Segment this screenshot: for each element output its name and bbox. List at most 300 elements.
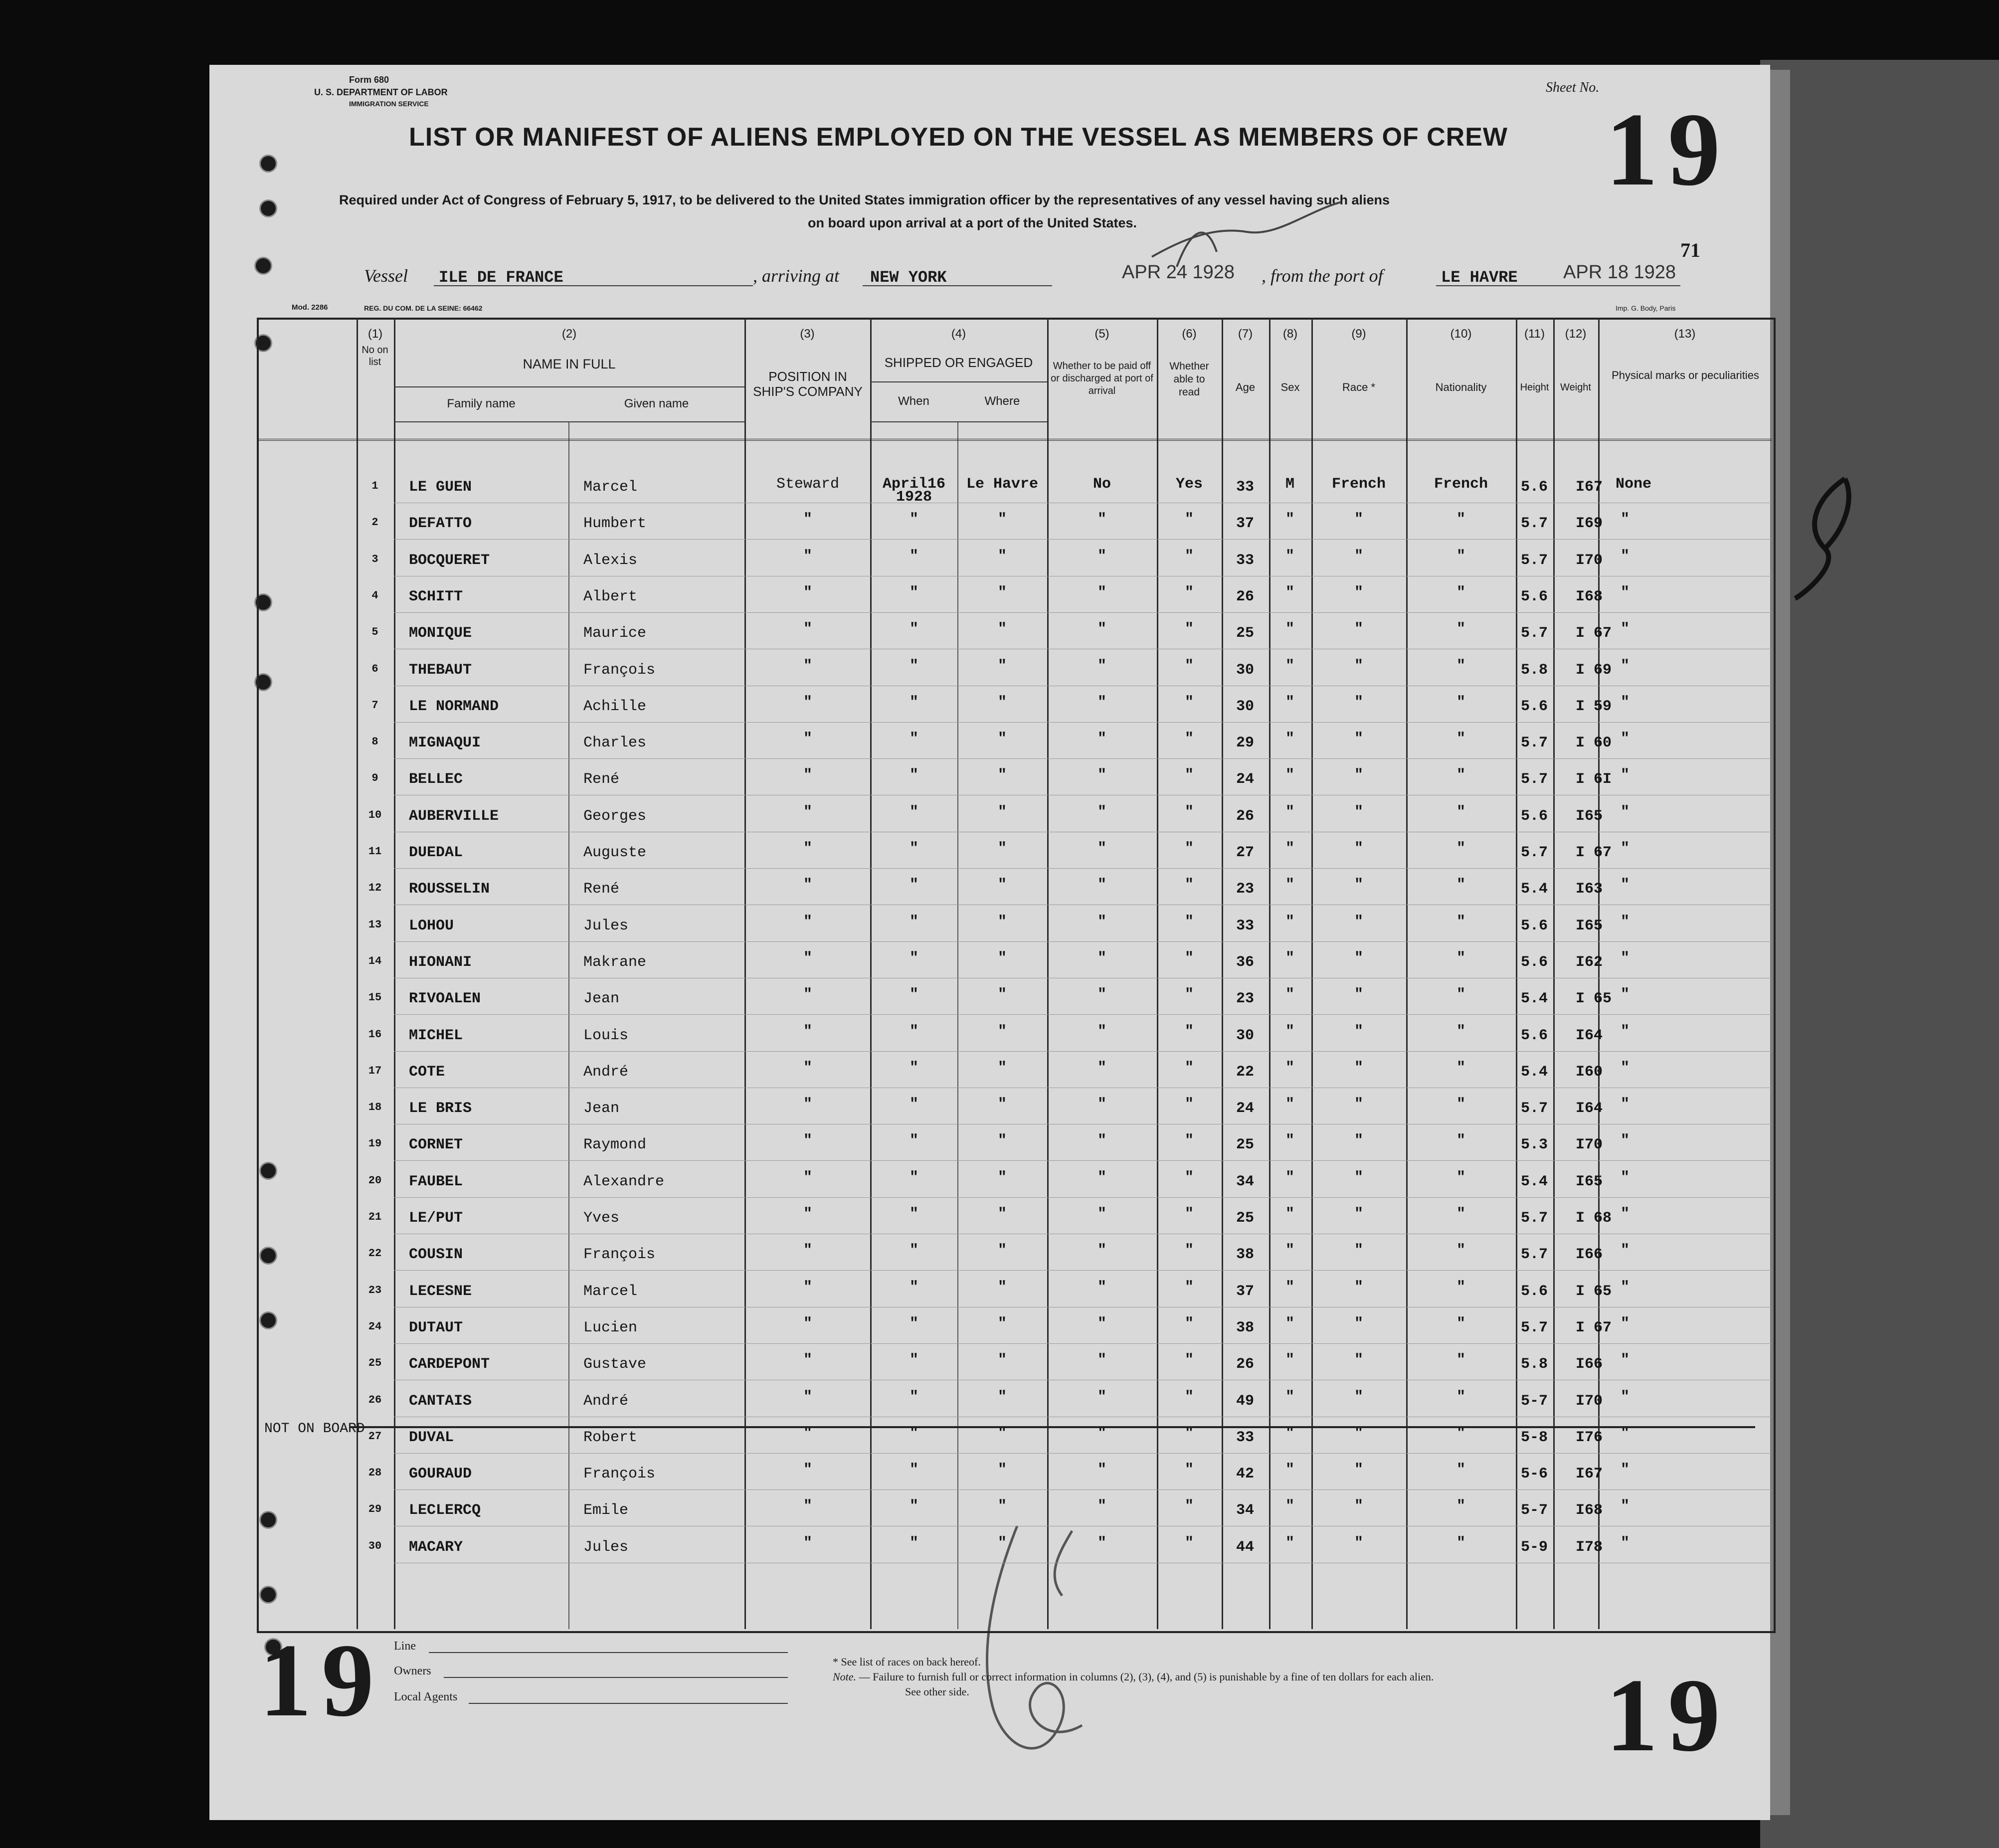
row-number: 19: [368, 1137, 382, 1150]
row-number: 16: [368, 1028, 382, 1041]
position-ditto: ": [803, 584, 813, 601]
weight: I66: [1576, 1246, 1603, 1264]
shipped-where-ditto: ": [997, 1169, 1007, 1186]
sex-ditto: ": [1285, 1169, 1295, 1186]
shipped-where-ditto: ": [997, 621, 1007, 638]
race-ditto: ": [1354, 511, 1364, 529]
paid-off: No: [1092, 476, 1111, 493]
given-name: Raymond: [583, 1136, 647, 1154]
nationality-ditto: ": [1456, 767, 1466, 784]
sex-ditto: ": [1285, 1023, 1295, 1040]
shipped-when-ditto: ": [909, 986, 919, 1004]
race-ditto: ": [1354, 1534, 1364, 1552]
family-name: FAUBEL: [409, 1173, 463, 1190]
given-name: Maurice: [583, 625, 647, 642]
age: 26: [1236, 807, 1255, 825]
paid-off-ditto: ": [1097, 949, 1107, 967]
family-name: MACARY: [409, 1538, 463, 1556]
shipped-where-ditto: ": [997, 657, 1007, 675]
height: 5.6: [1520, 953, 1548, 971]
race-ditto: ": [1354, 803, 1364, 821]
shipped-when-ditto: ": [909, 1096, 919, 1113]
age: 30: [1236, 661, 1255, 679]
col1-number: (1): [367, 327, 383, 341]
physical-marks-ditto: ": [1621, 1023, 1630, 1040]
family-name: MIGNAQUI: [409, 735, 481, 752]
height: 5.6: [1520, 588, 1548, 605]
sex-ditto: ": [1285, 1388, 1295, 1406]
given-name: Yves: [583, 1210, 620, 1227]
shipped-where-ditto: ": [997, 767, 1007, 784]
shipped-when-ditto: ": [909, 840, 919, 857]
punch-hole: [254, 257, 272, 275]
height: 5.3: [1520, 1136, 1548, 1154]
physical-marks-ditto: ": [1621, 1206, 1630, 1223]
row-number: 20: [368, 1174, 382, 1187]
family-name: CANTAIS: [409, 1392, 472, 1410]
physical-marks-ditto: ": [1621, 657, 1630, 675]
col1-header: No on list: [362, 345, 388, 368]
age: 33: [1236, 1429, 1255, 1446]
row-number: 10: [368, 808, 382, 821]
age: 25: [1236, 625, 1255, 642]
paid-off-ditto: ": [1097, 1096, 1107, 1113]
not-on-board-remark: NOT ON BOARD: [264, 1421, 365, 1437]
able-to-read: Yes: [1175, 476, 1203, 493]
shipped-where-ditto: ": [997, 1388, 1007, 1406]
given-name: Louis: [583, 1027, 629, 1044]
sheet-label: Sheet No.: [1546, 80, 1600, 95]
paid-off-ditto: ": [1097, 621, 1107, 638]
age: 34: [1236, 1173, 1255, 1190]
able-to-read-ditto: ": [1184, 840, 1194, 857]
race-ditto: ": [1354, 1498, 1364, 1515]
family-name: MONIQUE: [409, 625, 472, 642]
position-ditto: ": [803, 913, 813, 930]
from-port-label: , from the port of: [1262, 266, 1383, 286]
row-rule: [394, 722, 1772, 723]
family-name: DUTAUT: [409, 1319, 463, 1336]
arrival-date-stamp: APR 24 1928: [1122, 262, 1235, 283]
position-ditto: ": [803, 1425, 813, 1442]
nationality-ditto: ": [1456, 1388, 1466, 1406]
given-name: Georges: [583, 807, 647, 825]
physical-marks-ditto: ": [1621, 1242, 1630, 1260]
weight: I63: [1576, 881, 1603, 898]
able-to-read-ditto: ": [1184, 1132, 1194, 1150]
race-ditto: ": [1354, 731, 1364, 748]
shipped-when-ditto: ": [909, 1132, 919, 1150]
sex-ditto: ": [1285, 511, 1295, 529]
able-to-read-ditto: ": [1184, 1242, 1194, 1260]
shipped-when-ditto: ": [909, 1023, 919, 1040]
given-name: Charles: [583, 735, 647, 752]
able-to-read-ditto: ": [1184, 986, 1194, 1004]
shipped-when-ditto: ": [909, 1059, 919, 1077]
height: 5.4: [1520, 881, 1548, 898]
physical-marks-ditto: ": [1621, 1462, 1630, 1479]
col11-number: (11): [1524, 327, 1545, 341]
shipped-when-ditto: ": [909, 694, 919, 711]
row-number: 30: [368, 1539, 382, 1552]
departure-date-stamp: APR 18 1928: [1563, 262, 1676, 283]
row-number: 27: [368, 1430, 382, 1443]
sheet-number-top: 19: [1606, 92, 1730, 207]
weight: I69: [1576, 515, 1603, 533]
physical-marks-ditto: ": [1621, 1169, 1630, 1186]
shipped-when-ditto: ": [909, 1315, 919, 1332]
physical-marks-ditto: ": [1621, 1279, 1630, 1296]
paid-off-ditto: ": [1097, 1132, 1107, 1150]
age: 34: [1236, 1502, 1255, 1519]
shipped-when-ditto: ": [909, 621, 919, 638]
weight: I67: [1576, 479, 1603, 496]
able-to-read-ditto: ": [1184, 913, 1194, 930]
col3-header: POSITION IN SHIP'S COMPANY: [753, 369, 863, 399]
row-number: 6: [371, 662, 378, 675]
position-ditto: ": [803, 949, 813, 967]
height: 5.8: [1520, 1356, 1548, 1373]
col4-when-header: When: [898, 394, 929, 408]
shipped-when-ditto: ": [909, 949, 919, 967]
able-to-read-ditto: ": [1184, 949, 1194, 967]
sex-ditto: ": [1285, 1498, 1295, 1515]
row-number: 28: [368, 1467, 382, 1479]
paid-off-ditto: ": [1097, 1023, 1107, 1040]
shipped-where: Le Havre: [966, 476, 1039, 493]
physical-marks-ditto: ": [1621, 986, 1630, 1004]
race-ditto: ": [1354, 1096, 1364, 1113]
shipped-where-ditto: ": [997, 1425, 1007, 1442]
weight: I 65: [1576, 990, 1612, 1008]
age: 33: [1236, 479, 1255, 496]
shipped-where-ditto: ": [997, 1059, 1007, 1077]
given-name: François: [583, 661, 656, 679]
able-to-read-ditto: ": [1184, 1279, 1194, 1296]
given-name: André: [583, 1063, 629, 1081]
given-name: Marcel: [583, 1283, 638, 1300]
height: 5.7: [1520, 625, 1548, 642]
position-ditto: ": [803, 1206, 813, 1223]
given-name: Alexis: [583, 552, 638, 569]
weight: I60: [1576, 1063, 1603, 1081]
registry-number: REG. DU COM. DE LA SEINE: 66462: [364, 304, 483, 312]
sex-ditto: ": [1285, 1059, 1295, 1077]
height: 5.4: [1520, 1063, 1548, 1081]
given-name: Jules: [583, 1538, 629, 1556]
physical-marks-ditto: ": [1621, 731, 1630, 748]
shipped-where-ditto: ": [997, 1534, 1007, 1552]
family-name: MICHEL: [409, 1027, 463, 1044]
row-number: 18: [368, 1101, 382, 1114]
shipped-where-ditto: ": [997, 913, 1007, 930]
physical-marks: None: [1616, 476, 1652, 493]
height: 5.4: [1520, 990, 1548, 1008]
service-label: IMMIGRATION SERVICE: [349, 100, 429, 108]
height: 5.7: [1520, 515, 1548, 533]
weight: I 59: [1576, 698, 1612, 715]
family-name: LE NORMAND: [409, 698, 499, 715]
note-word: Note.: [833, 1670, 857, 1683]
family-name: LE BRIS: [409, 1100, 472, 1117]
row-number: 25: [368, 1357, 382, 1370]
department-label: U. S. DEPARTMENT OF LABOR: [314, 87, 448, 97]
height: 5.7: [1520, 735, 1548, 752]
race-ditto: ": [1354, 584, 1364, 601]
col12-header: Weight: [1560, 382, 1591, 393]
family-name: LECLERCQ: [409, 1502, 481, 1519]
given-name: Makrane: [583, 953, 647, 971]
nationality-ditto: ": [1456, 584, 1466, 601]
row-number: 11: [368, 845, 382, 858]
shipped-when-ditto: ": [909, 584, 919, 601]
sex-ditto: ": [1285, 1096, 1295, 1113]
height: 5.8: [1520, 661, 1548, 679]
nationality-ditto: ": [1456, 949, 1466, 967]
row-rule: [394, 1270, 1772, 1271]
paid-off-ditto: ": [1097, 511, 1107, 529]
weight: I 68: [1576, 1210, 1612, 1227]
age: 33: [1236, 917, 1255, 934]
sex-ditto: ": [1285, 803, 1295, 821]
paid-off-ditto: ": [1097, 657, 1107, 675]
weight: I62: [1576, 953, 1603, 971]
given-name: Gustave: [583, 1356, 647, 1373]
race-ditto: ": [1354, 694, 1364, 711]
position-ditto: ": [803, 1498, 813, 1515]
race-ditto: ": [1354, 767, 1364, 784]
position-ditto: ": [803, 511, 813, 529]
row-number: 5: [371, 626, 378, 639]
nationality-ditto: ": [1456, 1096, 1466, 1113]
col2-header: NAME IN FULL: [523, 357, 616, 371]
nationality-ditto: ": [1456, 986, 1466, 1004]
position-ditto: ": [803, 803, 813, 821]
age: 29: [1236, 735, 1255, 752]
position-ditto: ": [803, 731, 813, 748]
shipped-when-ditto: ": [909, 1425, 919, 1442]
able-to-read-ditto: ": [1184, 621, 1194, 638]
weight: I67: [1576, 1466, 1603, 1483]
row-rule: [394, 941, 1772, 942]
race-ditto: ": [1354, 913, 1364, 930]
nationality-ditto: ": [1456, 1169, 1466, 1186]
col7-header: Age: [1235, 381, 1256, 393]
nationality-ditto: ": [1456, 1425, 1466, 1442]
sex-ditto: ": [1285, 1315, 1295, 1332]
col3-number: (3): [800, 327, 815, 341]
age: 30: [1236, 698, 1255, 715]
able-to-read-ditto: ": [1184, 1352, 1194, 1369]
row-number: 21: [368, 1211, 382, 1223]
row-number: 22: [368, 1247, 382, 1260]
row-rule: [394, 539, 1772, 540]
family-name: LOHOU: [409, 917, 454, 934]
sex-ditto: ": [1285, 584, 1295, 601]
col2-number: (2): [561, 327, 577, 341]
nationality-ditto: ": [1456, 1352, 1466, 1369]
page-number: 71: [1680, 239, 1700, 261]
paid-off-ditto: ": [1097, 1315, 1107, 1332]
paid-off-ditto: ": [1097, 1169, 1107, 1186]
age: 24: [1236, 1100, 1255, 1117]
shipped-where-ditto: ": [997, 1498, 1007, 1515]
paid-off-ditto: ": [1097, 1534, 1107, 1552]
paid-off-ditto: ": [1097, 1059, 1107, 1077]
physical-marks-ditto: ": [1621, 511, 1630, 529]
physical-marks-ditto: ": [1621, 1096, 1630, 1113]
height: 5-9: [1520, 1538, 1548, 1556]
age: 37: [1236, 1283, 1255, 1300]
weight: I70: [1576, 552, 1603, 569]
nationality-ditto: ": [1456, 1498, 1466, 1515]
weight: I64: [1576, 1027, 1603, 1044]
given-name: Lucien: [583, 1319, 638, 1336]
nationality-ditto: ": [1456, 877, 1466, 894]
shipped-when-ditto: ": [909, 1462, 919, 1479]
weight: I70: [1576, 1392, 1603, 1410]
race-ditto: ": [1354, 621, 1364, 638]
given-name: Marcel: [583, 479, 638, 496]
sex-ditto: ": [1285, 1462, 1295, 1479]
nationality-ditto: ": [1456, 840, 1466, 857]
age: 23: [1236, 990, 1255, 1008]
weight: I68: [1576, 588, 1603, 605]
nationality-ditto: ": [1456, 1132, 1466, 1150]
given-name: Humbert: [583, 515, 647, 533]
physical-marks-ditto: ": [1621, 877, 1630, 894]
arriving-label: , arriving at: [753, 266, 840, 286]
paid-off-ditto: ": [1097, 877, 1107, 894]
position-ditto: ": [803, 1462, 813, 1479]
pencil-scribble: [1147, 197, 1346, 277]
shipped-when-ditto: ": [909, 1169, 919, 1186]
race-ditto: ": [1354, 1132, 1364, 1150]
nationality-ditto: ": [1456, 1206, 1466, 1223]
row-number: 23: [368, 1284, 382, 1296]
col10-header: Nationality: [1435, 381, 1487, 393]
pencil-mark-8: [1785, 469, 1865, 608]
paid-off-ditto: ": [1097, 694, 1107, 711]
page-title: LIST OR MANIFEST OF ALIENS EMPLOYED ON THE VESSEL AS MEMBERS OF CREW: [409, 123, 1508, 152]
family-name: LECESNE: [409, 1283, 472, 1300]
position-ditto: ": [803, 548, 813, 565]
row-number: 12: [368, 882, 382, 895]
race-ditto: ": [1354, 840, 1364, 857]
family-name: COUSIN: [409, 1246, 463, 1264]
col6-number: (6): [1182, 327, 1197, 341]
age: 26: [1236, 1356, 1255, 1373]
subtitle-line2: on board upon arrival at a port of the United States.: [808, 215, 1137, 230]
shipped-where-ditto: ": [997, 1462, 1007, 1479]
given-name: André: [583, 1392, 629, 1410]
position-ditto: ": [803, 1352, 813, 1369]
family-name: CORNET: [409, 1136, 463, 1154]
able-to-read-ditto: ": [1184, 1498, 1194, 1515]
sex-ditto: ": [1285, 548, 1295, 565]
shipped-where-ditto: ": [997, 840, 1007, 857]
race-ditto: ": [1354, 1023, 1364, 1040]
physical-marks-ditto: ": [1621, 1315, 1630, 1332]
shipped-when-ditto: ": [909, 913, 919, 930]
col6-header: Whether able to read: [1169, 361, 1209, 398]
given-name: Auguste: [583, 844, 647, 861]
shipped-when-ditto: ": [909, 657, 919, 675]
race-ditto: ": [1354, 657, 1364, 675]
shipped-where-ditto: ": [997, 1023, 1007, 1040]
able-to-read-ditto: ": [1184, 877, 1194, 894]
col2-given-header: Given name: [624, 397, 689, 410]
physical-marks-ditto: ": [1621, 694, 1630, 711]
weight: I 6I: [1576, 771, 1612, 788]
sex-ditto: ": [1285, 913, 1295, 930]
given-name: Jules: [583, 917, 629, 934]
family-name: CARDEPONT: [409, 1356, 490, 1373]
family-name: GOURAUD: [409, 1466, 472, 1483]
row-rule: [394, 1197, 1772, 1198]
shipped-when-ditto: ": [909, 1206, 919, 1223]
age: 37: [1236, 515, 1255, 533]
height: 5.7: [1520, 1210, 1548, 1227]
shipped-when-ditto: ": [909, 1388, 919, 1406]
able-to-read-ditto: ": [1184, 1462, 1194, 1479]
shipped-where-ditto: ": [997, 694, 1007, 711]
note-text: — Failure to furnish full or correct information in columns (2), (3), (4), and (5) is punishable by a fine of ten dollars for each alien.: [859, 1670, 1434, 1683]
manifest-table: [257, 318, 1776, 1633]
position-ditto: ": [803, 1059, 813, 1077]
height: 5.4: [1520, 1173, 1548, 1190]
row-number: 3: [371, 553, 378, 565]
age: 22: [1236, 1063, 1255, 1081]
shipped-when-ditto: ": [909, 1279, 919, 1296]
sex-ditto: ": [1285, 1279, 1295, 1296]
physical-marks-ditto: ": [1621, 1059, 1630, 1077]
col4-where-header: Where: [984, 394, 1020, 408]
height: 5.7: [1520, 844, 1548, 861]
race-ditto: ": [1354, 1242, 1364, 1260]
shipped-where-ditto: ": [997, 949, 1007, 967]
able-to-read-ditto: ": [1184, 1534, 1194, 1552]
nationality-ditto: ": [1456, 657, 1466, 675]
col13-number: (13): [1674, 327, 1696, 341]
position-ditto: ": [803, 621, 813, 638]
given-name: Albert: [583, 588, 638, 605]
physical-marks-ditto: ": [1621, 548, 1630, 565]
row-rule: [394, 758, 1772, 759]
family-name: SCHITT: [409, 588, 463, 605]
paid-off-ditto: ": [1097, 803, 1107, 821]
weight: I65: [1576, 917, 1603, 934]
shipped-where-ditto: ": [997, 511, 1007, 529]
given-name: René: [583, 771, 620, 788]
row-number: 29: [368, 1503, 382, 1516]
weight: I68: [1576, 1502, 1603, 1519]
nationality: French: [1434, 476, 1488, 493]
vessel-name: ILE DE FRANCE: [439, 268, 563, 287]
weight: I 65: [1576, 1283, 1612, 1300]
vessel-label: Vessel: [364, 266, 408, 286]
physical-marks-ditto: ": [1621, 767, 1630, 784]
nationality-ditto: ": [1456, 731, 1466, 748]
given-name: Alexandre: [583, 1173, 665, 1190]
shipped-when-ditto: ": [909, 511, 919, 529]
col4-header: SHIPPED OR ENGAGED: [884, 355, 1033, 370]
physical-marks-ditto: ": [1621, 840, 1630, 857]
physical-marks-ditto: ": [1621, 949, 1630, 967]
paid-off-ditto: ": [1097, 1425, 1107, 1442]
paid-off-ditto: ": [1097, 1498, 1107, 1515]
given-name: Jean: [583, 990, 620, 1008]
